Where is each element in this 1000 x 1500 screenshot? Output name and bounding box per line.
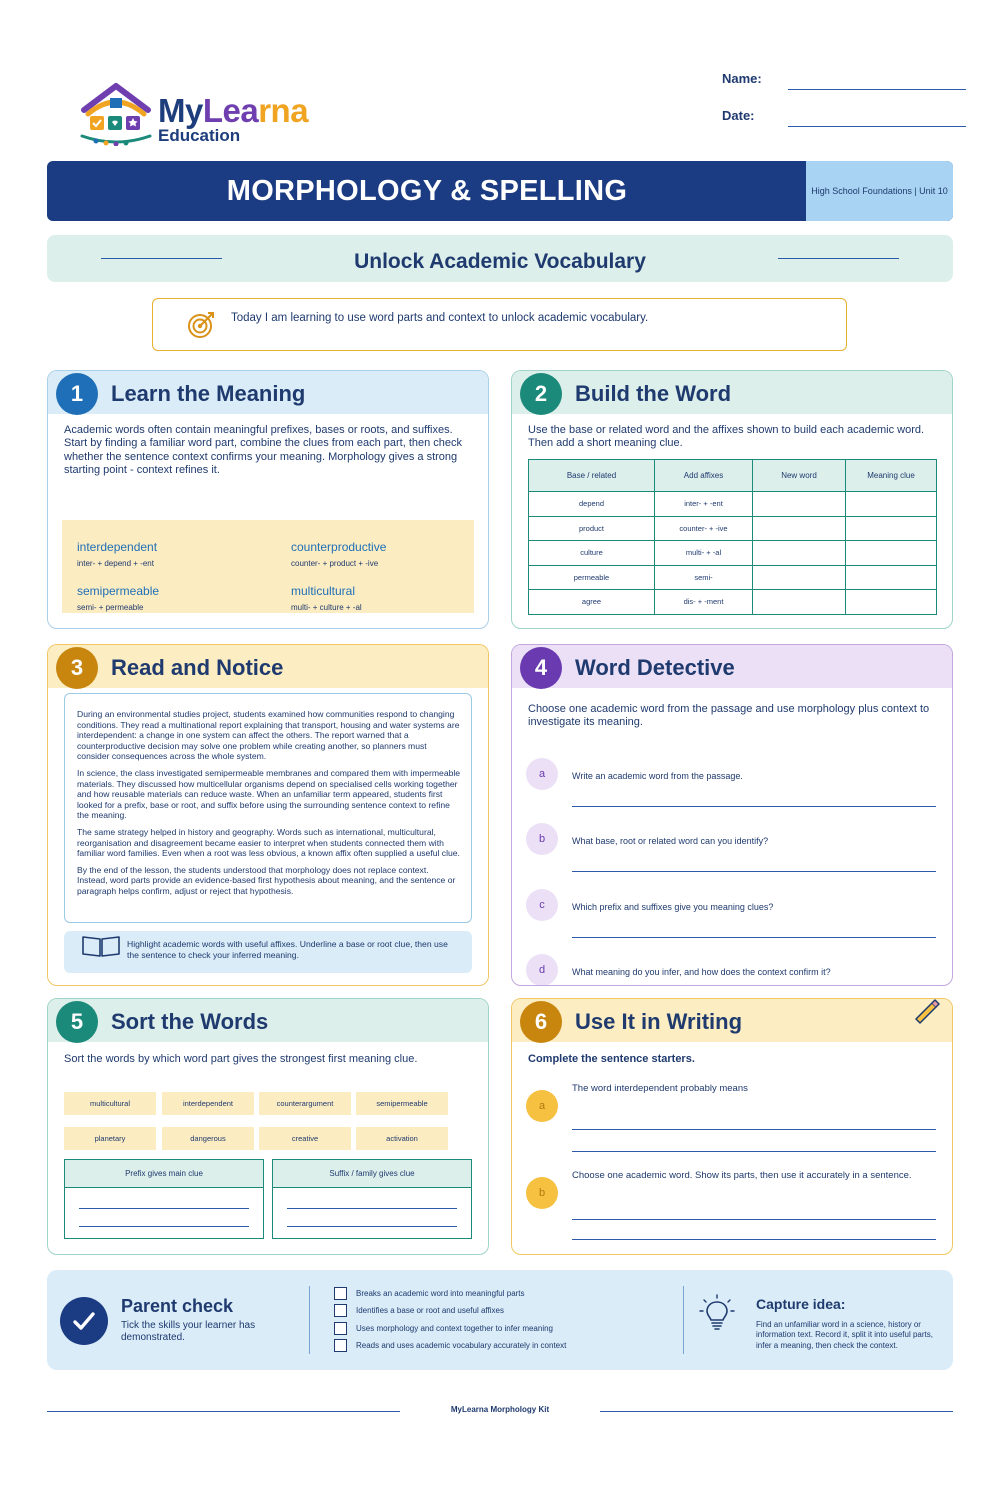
prompt-text: The word interdependent probably means (572, 1083, 748, 1094)
card-title: Learn the Meaning (111, 381, 306, 406)
example-parts: inter- + depend + -ent (77, 559, 154, 568)
footer-text: MyLearna Morphology Kit (450, 1405, 550, 1414)
column-header: New word (753, 460, 846, 492)
example-parts: semi- + permeable (77, 603, 144, 612)
base-cell: permeable (529, 565, 655, 590)
writing-line[interactable] (572, 1239, 936, 1240)
table-row (529, 492, 937, 517)
reading-tip (64, 931, 472, 973)
question-letter: a (526, 758, 558, 790)
sort-box-header: Prefix gives main clue (65, 1160, 263, 1188)
card-header (48, 645, 488, 688)
unit-tag: High School Foundations | Unit 10 (806, 161, 953, 221)
column-header: Add affixes (655, 460, 753, 492)
new-word-cell[interactable] (753, 541, 846, 566)
word-chip[interactable]: multicultural (64, 1092, 156, 1115)
sort-line[interactable] (79, 1226, 249, 1227)
pencil-icon (910, 998, 942, 1025)
card-sort-the-words (47, 998, 489, 1255)
example-item (77, 584, 159, 612)
meaning-clue-cell[interactable] (846, 590, 937, 615)
new-word-cell[interactable] (753, 492, 846, 517)
card-body: Sort the words by which word part gives the strongest first meaning clue. (64, 1053, 418, 1065)
affix-cell: dis- + -ment (655, 590, 753, 615)
target-icon (186, 310, 216, 340)
parent-check-title: Parent check (121, 1296, 234, 1316)
card-header (48, 999, 488, 1042)
card-number: 2 (520, 373, 562, 415)
passage-paragraph: In science, the class investigated semipermeable membranes and compared them with impermeable materials. They discussed how multicellular organisms depend on specialised cells working together and how reusable materials can reduce waste. When an unfamiliar term appeared, students first looked for a prefix, base or root, and suffix before using the surrounding sentence context to refine the meaning. (77, 767, 461, 821)
question-text: Which prefix and suffixes give you meaning clues? (572, 902, 774, 912)
example-item (291, 540, 386, 568)
date-field[interactable] (788, 126, 966, 127)
writing-instruction: Complete the sentence starters. (528, 1053, 695, 1065)
word-chip[interactable]: creative (259, 1127, 351, 1150)
name-field[interactable] (788, 89, 966, 90)
skill-checkbox-row[interactable] (334, 1338, 566, 1352)
example-parts: multi- + culture + -al (291, 603, 362, 612)
card-header (512, 999, 952, 1042)
affix-cell: counter- + -ive (655, 516, 753, 541)
affix-cell: multi- + -al (655, 541, 753, 566)
writing-line[interactable] (572, 1151, 936, 1152)
prompt-text: Choose one academic word. Show its parts, then use it accurately in a sentence. (572, 1170, 912, 1181)
affix-cell: semi- (655, 565, 753, 590)
meaning-clue-cell[interactable] (846, 492, 937, 517)
subtitle-bar (47, 235, 953, 282)
example-word: interdependent (77, 540, 158, 554)
parent-check-subtitle: Tick the skills your learner has demonstrated. (121, 1320, 256, 1343)
word-chip[interactable]: activation (356, 1127, 448, 1150)
footer-divider-left (47, 1411, 400, 1412)
skill-checkbox-row[interactable] (334, 1321, 553, 1335)
skill-label: Reads and uses academic vocabulary accurately in context (356, 1340, 567, 1350)
table-row (529, 541, 937, 566)
base-cell: culture (529, 541, 655, 566)
example-word: counterproductive (291, 540, 387, 554)
logo-wordmark (158, 92, 308, 146)
build-word-table (528, 459, 937, 615)
sort-line[interactable] (79, 1208, 249, 1209)
example-item (291, 584, 362, 612)
skill-checkbox-row[interactable] (334, 1303, 504, 1317)
subtitle-divider-right (778, 258, 899, 259)
reading-passage (64, 693, 472, 923)
card-title: Read and Notice (111, 655, 284, 680)
learning-goal (152, 298, 847, 351)
card-body: Academic words often contain meaningful prefixes, bases or roots, and suffixes. Start by finding a familiar word part, combine the clues from each part, then check whether the sentence context confirms your meaning. Morphology gives a strong starting point - context refines it. (64, 424, 463, 476)
base-cell: product (529, 516, 655, 541)
writing-line[interactable] (572, 1219, 936, 1220)
logo-education: Education (158, 126, 241, 145)
skill-label: Breaks an academic word into meaningful parts (356, 1288, 525, 1298)
meaning-clue-cell[interactable] (846, 516, 937, 541)
card-word-detective (511, 644, 953, 986)
answer-line[interactable] (572, 871, 936, 872)
card-body: Use the base or related word and the affixes shown to build each academic word. Then add a short meaning clue. (528, 424, 925, 450)
example-word: multicultural (291, 584, 356, 598)
logo-my: My (158, 92, 203, 129)
checkmark-icon (70, 1307, 98, 1335)
word-chip[interactable]: counterargument (259, 1092, 351, 1115)
example-parts: counter- + product + -ive (291, 559, 379, 568)
card-read-and-notice (47, 644, 489, 986)
sort-box-header: Suffix / family gives clue (273, 1160, 471, 1188)
passage-paragraph: During an environmental studies project, students examined how communities respond to changing conditions. They read a multinational report explaining that transport, housing and water systems are interdependent: a change in one system can affect the others. The report warned that a counterproductive decision may solve one problem while creating another, so planners must consider consequences across the whole system. (77, 709, 460, 762)
card-title: Sort the Words (111, 1009, 269, 1034)
example-words (62, 520, 474, 613)
learning-goal-text: Today I am learning to use word parts and context to unlock academic vocabulary. (231, 312, 649, 324)
base-cell: agree (529, 590, 655, 615)
card-number: 1 (56, 373, 98, 415)
card-number: 3 (56, 647, 98, 689)
page-subtitle: Unlock Academic Vocabulary (354, 250, 646, 273)
new-word-cell[interactable] (753, 565, 846, 590)
example-word: semipermeable (77, 584, 160, 598)
skill-checkbox[interactable] (334, 1287, 347, 1300)
title-banner (47, 161, 953, 221)
checkmark-badge (60, 1297, 108, 1345)
new-word-cell[interactable] (753, 590, 846, 615)
divider (309, 1286, 310, 1354)
affix-cell: inter- + -ent (655, 492, 753, 517)
card-learn-the-meaning (47, 370, 489, 629)
page-title: MORPHOLOGY & SPELLING (226, 175, 628, 207)
writing-line[interactable] (572, 1129, 936, 1130)
card-number: 5 (56, 1001, 98, 1043)
logo-rna: rna (258, 92, 309, 129)
name-label: Name: (722, 71, 762, 86)
divider (683, 1286, 684, 1354)
sort-box-suffix[interactable] (272, 1159, 472, 1239)
footer-divider-right (600, 1411, 953, 1412)
skill-checkbox-row[interactable] (334, 1286, 525, 1300)
meaning-clue-cell[interactable] (846, 541, 937, 566)
book-icon (81, 934, 121, 958)
word-chip[interactable]: dangerous (162, 1127, 254, 1150)
question-letter: c (526, 889, 558, 921)
card-header (48, 371, 488, 414)
card-number: 4 (520, 647, 562, 689)
card-title: Word Detective (575, 655, 735, 680)
card-title: Build the Word (575, 381, 732, 406)
sort-box-prefix[interactable] (64, 1159, 264, 1239)
prompt-letter: a (526, 1090, 558, 1122)
card-header (512, 371, 952, 414)
prompt-letter: b (526, 1177, 558, 1209)
sort-line[interactable] (287, 1226, 457, 1227)
question-letter: d (526, 954, 558, 986)
question-letter: b (526, 823, 558, 855)
card-title: Use It in Writing (575, 1009, 743, 1034)
card-header (512, 645, 952, 688)
answer-line[interactable] (572, 806, 936, 807)
card-number: 6 (520, 1001, 562, 1043)
example-item (77, 540, 157, 568)
word-chip[interactable]: interdependent (162, 1092, 254, 1115)
capture-title: Capture idea: (756, 1296, 846, 1312)
table-row (529, 590, 937, 615)
card-build-the-word (511, 370, 953, 629)
question-text: Write an academic word from the passage. (572, 771, 743, 781)
column-header: Base / related (529, 460, 655, 492)
skill-checkbox[interactable] (334, 1322, 347, 1335)
base-cell: depend (529, 492, 655, 517)
passage-paragraph: By the end of the lesson, the students understood that morphology does not replace context. Instead, word parts provide an evidence-based first hypothesis about meaning, and the sentence or paragraph helps confirm, adjust or reject that hypothesis. (77, 864, 456, 896)
card-body: Choose one academic word from the passage and use morphology plus context to investigate its meaning. (528, 703, 930, 729)
word-chip[interactable]: planetary (64, 1127, 156, 1150)
column-header: Meaning clue (846, 460, 937, 492)
skill-label: Uses morphology and context together to infer meaning (356, 1323, 554, 1333)
table-row (529, 516, 937, 541)
new-word-cell[interactable] (753, 516, 846, 541)
parent-check-panel (47, 1270, 953, 1370)
card-use-it-in-writing (511, 998, 953, 1255)
date-label: Date: (722, 108, 755, 123)
meaning-clue-cell[interactable] (846, 565, 937, 590)
skill-checkbox[interactable] (334, 1304, 347, 1317)
house-logo-icon (76, 80, 156, 146)
table-row (529, 565, 937, 590)
lightbulb-icon (699, 1294, 735, 1334)
sort-line[interactable] (287, 1208, 457, 1209)
tip-text: Highlight academic words with useful affixes. Underline a base or root clue, then use the sentence to check your inferred meaning. (127, 939, 448, 960)
question-text: What base, root or related word can you identify? (572, 836, 769, 846)
logo-lea: Lea (202, 92, 259, 129)
table-header-row (529, 460, 937, 492)
skill-checkbox[interactable] (334, 1339, 347, 1352)
capture-text: Find an unfamiliar word in a science, history or information text. Record it, split it into useful parts, infer a meaning, then check the context. (756, 1320, 933, 1350)
answer-line[interactable] (572, 937, 936, 938)
question-text: What meaning do you infer, and how does the context confirm it? (572, 967, 831, 977)
word-chip[interactable]: semipermeable (356, 1092, 448, 1115)
skill-label: Identifies a base or root and useful affixes (356, 1305, 504, 1315)
passage-paragraph: The same strategy helped in history and geography. Words such as international, multicultural, reorganisation and disagreement became easier to interpret when students connected them with familiar word families. Even when a root was less obvious, a known affix often supplied a useful clue. (77, 826, 460, 859)
